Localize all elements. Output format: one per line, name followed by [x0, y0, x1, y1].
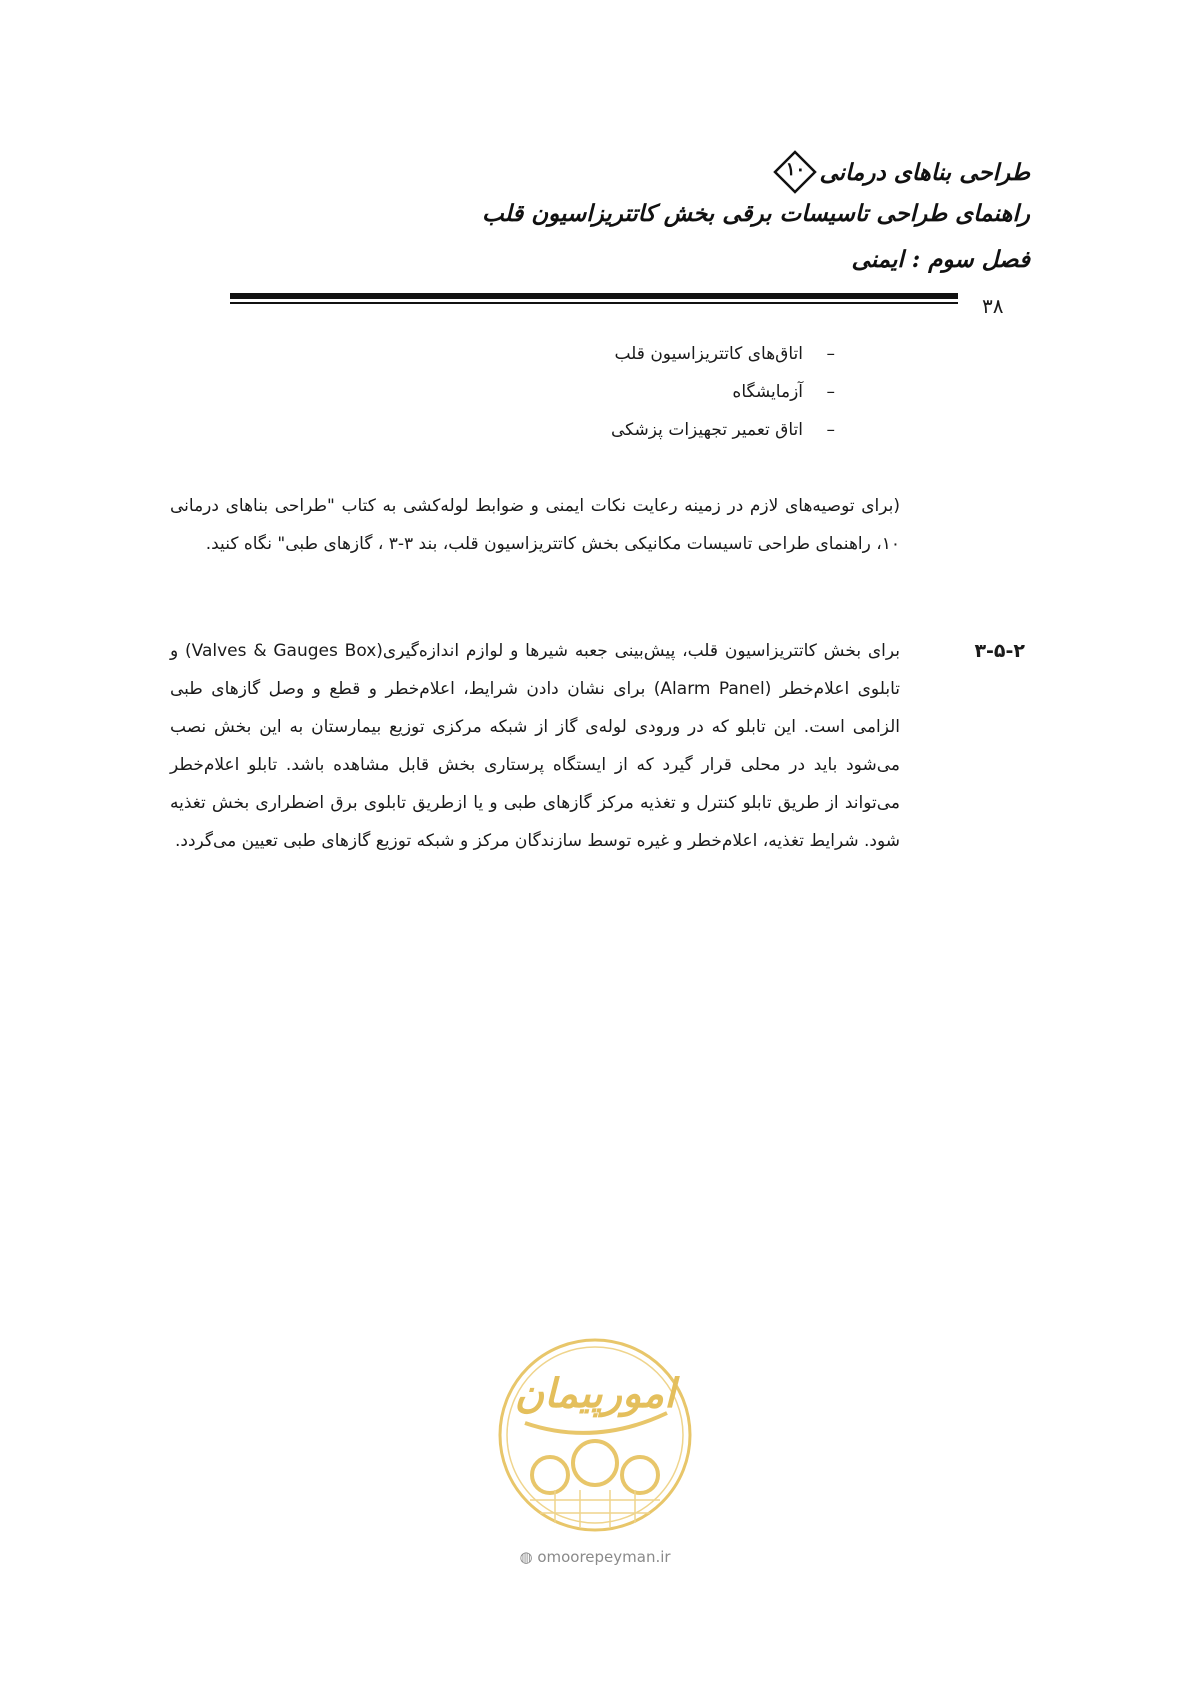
series-number-badge	[773, 150, 817, 194]
section-number: ۳-۵-۲	[974, 640, 1025, 662]
series-title-row	[773, 150, 1030, 194]
dash-icon: –	[826, 420, 835, 440]
seal-logo-icon	[495, 1335, 695, 1535]
watermark-seal	[495, 1335, 695, 1535]
list-item: –اتاق تعمیر تجهیزات پزشکی	[611, 411, 835, 449]
list-item: –اتاق‌های کاتتریزاسیون قلب	[611, 335, 835, 373]
header-rule-thin	[230, 302, 958, 304]
dash-icon: –	[826, 382, 835, 402]
watermark-site	[490, 1548, 700, 1566]
globe-icon: ◍	[519, 1548, 533, 1566]
watermark-site-text: omoorepeyman.ir	[537, 1548, 671, 1566]
chapter-title: فصل سوم : ایمنی	[851, 246, 1030, 273]
header-rule-thick	[230, 293, 958, 299]
list-item: –آزمایشگاه	[611, 373, 835, 411]
guide-title: راهنمای طراحی تاسیسات برقی بخش کاتتریزاسیون قلب	[482, 200, 1030, 227]
seal-logo-text: امورپیمان	[514, 1370, 676, 1417]
room-list	[611, 335, 835, 449]
page-number: ۳۸	[982, 294, 1004, 318]
note-paragraph: (برای توصیه‌های لازم در زمینه رعایت نکات ایمنی و ضوابط لوله‌کشی به کتاب "طراحی بناهای درمانی ۱۰، راهنمای طراحی تاسیسات مکانیکی بخش کاتتریزاسیون قلب، بند ۳-۳ ، گازهای طبی" نگاه کنید.	[170, 496, 900, 554]
section-paragraph: برای بخش کاتتریزاسیون قلب، پیش‌بینی جعبه شیرها و لوازم اندازه‌گیری(Valves & Gauges Box) و تابلوی اعلام‌خطر (Alarm Panel) برای نشان دادن شرایط، اعلام‌خطر و قطع و وصل گازهای طبی الزامی است. این تابلو که در ورودی لوله‌ی گاز از شبکه مرکزی توزیع بیمارستان به این بخش نصب می‌شود باید در محلی قرار گیرد که از ایستگاه پرستاری بخش قابل مشاهده باشد. تابلو اعلام‌خطر می‌تواند از طریق تابلو کنترل و تغذیه مرکز گازهای طبی و یا ازطریق تابلوی برق اضطراری بخش تغذیه شود. شرایط تغذیه، اعلام‌خطر و غیره توسط سازندگان مرکز و شبکه توزیع گازهای طبی تعیین می‌گردد.	[170, 641, 901, 851]
dash-icon: –	[826, 344, 835, 364]
series-number: ۱۰	[785, 159, 806, 180]
series-title: طراحی بناهای درمانی	[819, 158, 1030, 186]
